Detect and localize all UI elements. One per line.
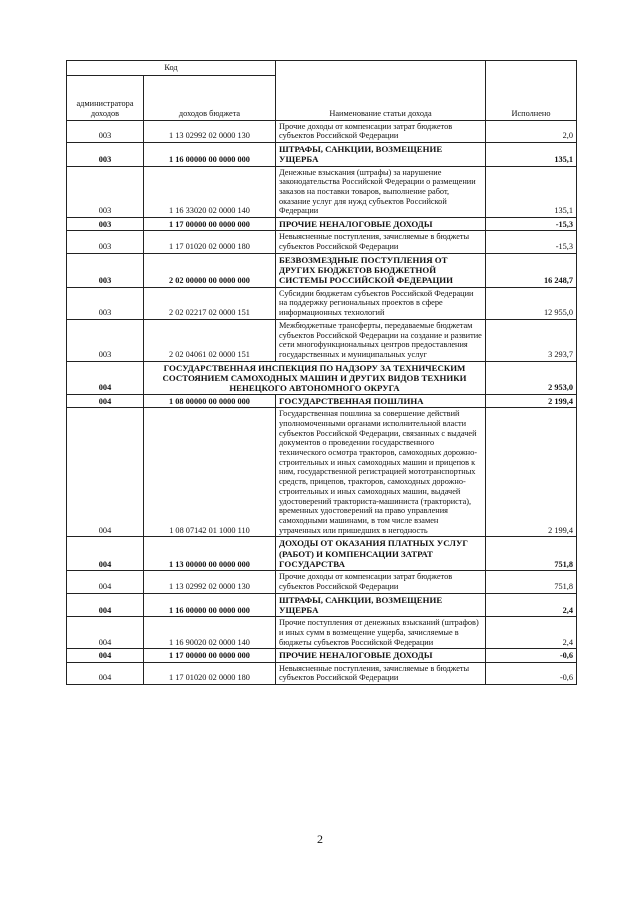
table-row — [67, 662, 577, 684]
amount-cell: 3 293,7 — [486, 319, 577, 361]
revenue-code-cell: 1 13 00000 00 0000 000 — [144, 537, 276, 571]
revenue-code-cell: 1 17 01020 02 0000 180 — [144, 231, 276, 253]
table-row — [67, 617, 577, 649]
revenue-table — [66, 60, 577, 685]
revenue-code-cell: 1 16 00000 00 0000 000 — [144, 143, 276, 167]
admin-code-cell: 004 — [67, 394, 144, 407]
amount-cell: -15,3 — [486, 231, 577, 253]
admin-code-cell: 004 — [67, 593, 144, 617]
revenue-code-cell: 1 13 02992 02 0000 130 — [144, 120, 276, 142]
revenue-table-body — [67, 61, 577, 685]
revenue-name-cell: Субсидии бюджетам субъектов Российской Федерации на поддержку региональных проектов в сфере информационных технологий — [276, 287, 486, 319]
admin-code-cell: 003 — [67, 143, 144, 167]
revenue-name-cell: Прочие поступления от денежных взысканий (штрафов) и иных сумм в возмещение ущерба, зачисляемые в бюджеты субъектов Российской Федерации — [276, 617, 486, 649]
revenue-code-cell: 1 16 33020 02 0000 140 — [144, 166, 276, 218]
admin-column-header: администратора доходов — [67, 75, 144, 120]
amount-cell: 751,8 — [486, 571, 577, 593]
revenue-name-cell: Прочие доходы от компенсации затрат бюджетов субъектов Российской Федерации — [276, 120, 486, 142]
table-row — [67, 218, 577, 231]
amount-cell: -15,3 — [486, 218, 577, 231]
admin-code-cell: 003 — [67, 218, 144, 231]
revenue-code-cell: 1 17 01020 02 0000 180 — [144, 662, 276, 684]
admin-code-cell: 004 — [67, 408, 144, 537]
revenue-name-cell: Межбюджетные трансферты, передаваемые бюджетам субъектов Российской Федерации на создание и развитие сети многофункциональных центров предоставления государственных и муниципальных услуг — [276, 319, 486, 361]
table-row — [67, 231, 577, 253]
page-number: 2 — [317, 832, 323, 846]
revenue-name-cell: Невыясненные поступления, зачисляемые в бюджеты субъектов Российской Федерации — [276, 662, 486, 684]
table-row — [67, 593, 577, 617]
revenue-code-cell: 1 08 00000 00 0000 000 — [144, 394, 276, 407]
admin-code-cell: 003 — [67, 287, 144, 319]
admin-code-cell: 003 — [67, 319, 144, 361]
section-title-cell: ГОСУДАРСТВЕННАЯ ИНСПЕКЦИЯ ПО НАДЗОРУ ЗА ТЕХНИЧЕСКИМ СОСТОЯНИЕМ САМОХОДНЫХ МАШИН И ДРУГИХ ВИДОВ ТЕХНИКИ НЕНЕЦКОГО АВТОНОМНОГО ОКРУГА — [144, 361, 486, 394]
amount-cell: 2,4 — [486, 617, 577, 649]
table-row — [67, 408, 577, 537]
amount-cell: 135,1 — [486, 143, 577, 167]
amount-cell: 2,0 — [486, 120, 577, 142]
code-group-header: Код — [67, 61, 276, 76]
amount-cell: 135,1 — [486, 166, 577, 218]
revenue-name-cell: Невыясненные поступления, зачисляемые в бюджеты субъектов Российской Федерации — [276, 231, 486, 253]
admin-code-cell: 004 — [67, 649, 144, 662]
admin-code-cell: 004 — [67, 571, 144, 593]
amount-cell: -0,6 — [486, 649, 577, 662]
revenue-code-cell: 1 17 00000 00 0000 000 — [144, 649, 276, 662]
amount-cell: 2,4 — [486, 593, 577, 617]
table-row — [67, 166, 577, 218]
revenue-name-cell: Денежные взыскания (штрафы) за нарушение законодательства Российской Федерации о размещении заказов на поставки товаров, выполнение работ, оказание услуг для нужд субъектов Российской Федерации — [276, 166, 486, 218]
admin-code-cell: 004 — [67, 662, 144, 684]
section-row — [67, 361, 577, 394]
table-row — [67, 319, 577, 361]
revenue-code-cell: 1 13 02992 02 0000 130 — [144, 571, 276, 593]
table-row — [67, 253, 577, 287]
revenue-name-cell: Государственная пошлина за совершение действий уполномоченными органами исполнительной власти субъектов Российской Федерации, связанных с выдачей документов о проведении государственного технического осмотра тракторов, самоходных дорожно-строительных и иных самоходных машин и прицепов к ним, государственной регистрацией мототранспортных средств, прицепов, тракторов, самоходных дорожно-строительных и иных самоходных машин, выдачей удостоверений тракториста-машиниста (тракториста), временных удостоверений на право управления самоходными машинами, в том числе взамен утраченных или пришедших в негодность — [276, 408, 486, 537]
amount-cell: 16 248,7 — [486, 253, 577, 287]
admin-code-cell: 004 — [67, 361, 144, 394]
revenue-code-cell: 2 02 04061 02 0000 151 — [144, 319, 276, 361]
table-row — [67, 120, 577, 142]
revenue-code-cell: 2 02 02217 02 0000 151 — [144, 287, 276, 319]
admin-code-cell: 003 — [67, 253, 144, 287]
revenue-code-cell: 2 02 00000 00 0000 000 — [144, 253, 276, 287]
revenue-name-cell: ШТРАФЫ, САНКЦИИ, ВОЗМЕЩЕНИЕ УЩЕРБА — [276, 143, 486, 167]
revenue-code-cell: 1 16 90020 02 0000 140 — [144, 617, 276, 649]
revenue-code-cell: 1 16 00000 00 0000 000 — [144, 593, 276, 617]
table-row — [67, 537, 577, 571]
admin-code-cell: 004 — [67, 537, 144, 571]
amount-cell: 2 953,0 — [486, 361, 577, 394]
admin-code-cell: 003 — [67, 166, 144, 218]
table-row — [67, 571, 577, 593]
revenue-name-cell: ДОХОДЫ ОТ ОКАЗАНИЯ ПЛАТНЫХ УСЛУГ (РАБОТ) И КОМПЕНСАЦИИ ЗАТРАТ ГОСУДАРСТВА — [276, 537, 486, 571]
code-column-header: доходов бюджета — [144, 75, 276, 120]
amount-cell: 12 955,0 — [486, 287, 577, 319]
amount-cell: -0,6 — [486, 662, 577, 684]
table-row — [67, 394, 577, 407]
revenue-name-cell: БЕЗВОЗМЕЗДНЫЕ ПОСТУПЛЕНИЯ ОТ ДРУГИХ БЮДЖЕТОВ БЮДЖЕТНОЙ СИСТЕМЫ РОССИЙСКОЙ ФЕДЕРАЦИИ — [276, 253, 486, 287]
revenue-name-cell: ГОСУДАРСТВЕННАЯ ПОШЛИНА — [276, 394, 486, 407]
admin-code-cell: 003 — [67, 120, 144, 142]
amount-cell: 2 199,4 — [486, 408, 577, 537]
name-column-header: Наименование статьи дохода — [276, 61, 486, 121]
header-row-group — [67, 61, 577, 76]
revenue-code-cell: 1 08 07142 01 1000 110 — [144, 408, 276, 537]
table-row — [67, 143, 577, 167]
revenue-name-cell: ПРОЧИЕ НЕНАЛОГОВЫЕ ДОХОДЫ — [276, 649, 486, 662]
revenue-name-cell: ШТРАФЫ, САНКЦИИ, ВОЗМЕЩЕНИЕ УЩЕРБА — [276, 593, 486, 617]
admin-code-cell: 003 — [67, 231, 144, 253]
table-row — [67, 287, 577, 319]
amount-column-header: Исполнено — [486, 61, 577, 121]
revenue-code-cell: 1 17 00000 00 0000 000 — [144, 218, 276, 231]
amount-cell: 751,8 — [486, 537, 577, 571]
table-row — [67, 649, 577, 662]
admin-code-cell: 004 — [67, 617, 144, 649]
revenue-name-cell: ПРОЧИЕ НЕНАЛОГОВЫЕ ДОХОДЫ — [276, 218, 486, 231]
amount-cell: 2 199,4 — [486, 394, 577, 407]
revenue-name-cell: Прочие доходы от компенсации затрат бюджетов субъектов Российской Федерации — [276, 571, 486, 593]
